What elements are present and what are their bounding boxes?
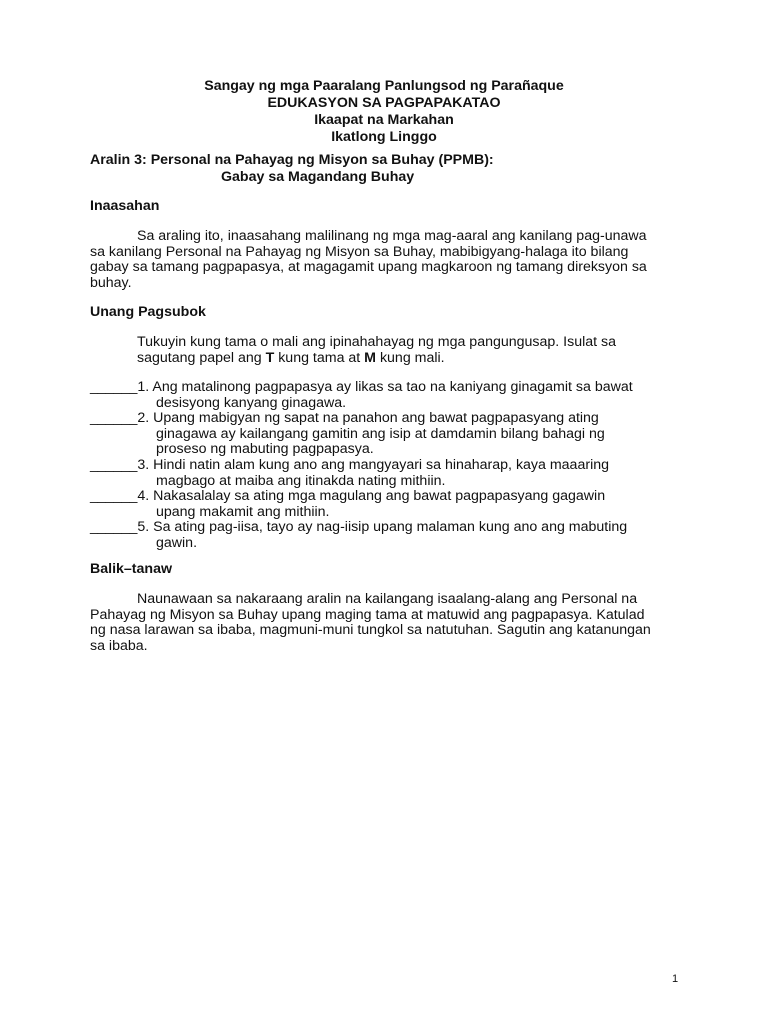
paragraph-line: gabay sa tamang pagpapasya, at magagamit upang magkaroon ng tamang direksyon sa (90, 259, 647, 276)
paragraph-line: buhay. (90, 274, 132, 291)
instruction-paragraph (90, 335, 678, 366)
item-number: 2. (137, 410, 150, 427)
question-item (90, 458, 678, 489)
item-continuation: proseso ng mabuting pagpapasya. (156, 441, 374, 458)
quarter-label: Ikaapat na Markahan (314, 112, 454, 128)
answer-blank[interactable]: ______ (90, 519, 138, 536)
instruction-text: kung tama at (274, 349, 365, 366)
week-label: Ikatlong Linggo (331, 129, 437, 145)
paragraph-line: ng nasa larawan sa ibaba, magmuni-muni tungkol sa natutuhan. Sagutin ang katanungan (90, 622, 651, 639)
question-item (90, 489, 678, 520)
question-list (90, 380, 678, 552)
answer-blank[interactable]: ______ (90, 488, 138, 505)
item-number: 3. (137, 456, 150, 473)
document-header (90, 78, 678, 146)
paragraph-line: sa kanilang Personal na Pahayag ng Misyon sa Buhay, mabibigyang-halaga ito bilang (90, 243, 629, 260)
division-name: Sangay ng mga Paaralang Panlungsod ng Parañaque (204, 78, 564, 94)
lesson-title: Aralin 3: Personal na Pahayag ng Misyon sa Buhay (PPMB): (90, 152, 494, 168)
question-item (90, 411, 678, 458)
instruction-line: Tukuyin kung tama o mali ang ipinahahayag ng mga pangungusap. Isulat sa (137, 334, 617, 350)
item-continuation: desisyong kanyang ginagawa. (156, 394, 347, 411)
item-text: Nakasalalay sa ating mga magulang ang bawat pagpapasyang gagawin (153, 488, 606, 505)
inaasahan-paragraph (90, 229, 678, 291)
subject-title: EDUKASYON SA PAGPAPAKATAO (267, 95, 501, 111)
lesson-subtitle: Gabay sa Magandang Buhay (221, 169, 415, 185)
item-continuation: upang makamit ang mithiin. (156, 503, 330, 520)
item-text: Ang matalinong pagpapasya ay likas sa tao na kaniyang ginagamit sa bawat (152, 379, 633, 395)
paragraph-line: sa ibaba. (90, 637, 148, 654)
instruction-line (90, 351, 678, 367)
lesson-title-block (90, 152, 494, 186)
item-continuation: gawin. (156, 534, 198, 551)
answer-blank[interactable]: ______ (90, 410, 138, 427)
question-item (90, 380, 678, 411)
item-text: Hindi natin alam kung ano ang mangyayari sa hinaharap, kaya maaaring (153, 456, 609, 473)
item-continuation: ginagawa ay kailangang gamitin ang isip at damdamin bilang bahagi ng (156, 425, 605, 442)
item-number: 4. (137, 488, 150, 505)
instruction-text: kung mali. (376, 349, 445, 366)
false-marker: M (364, 349, 376, 366)
section-heading-unang-pagsubok: Unang Pagsubok (90, 304, 206, 320)
item-text: Sa ating pag-iisa, tayo ay nag-iisip upang malaman kung ano ang mabuting (153, 519, 628, 536)
item-continuation: magbago at maiba ang itinakda nating mithiin. (156, 472, 446, 489)
answer-blank[interactable]: ______ (90, 456, 138, 473)
question-item (90, 520, 678, 551)
paragraph-line: Sa araling ito, inaasahang malilinang ng mga mag-aaral ang kanilang pag-unawa (137, 228, 647, 244)
balik-tanaw-paragraph (90, 592, 678, 654)
section-heading-inaasahan: Inaasahan (90, 198, 160, 214)
item-number: 1. (137, 379, 150, 395)
section-heading-balik-tanaw: Balik–tanaw (90, 561, 173, 577)
paragraph-line: Naunawaan sa nakaraang aralin na kailangang isaalang-alang ang Personal na (137, 591, 638, 607)
answer-blank[interactable]: ______ (90, 379, 138, 395)
item-number: 5. (137, 519, 150, 536)
instruction-text: sagutang papel ang (137, 349, 266, 366)
item-text: Upang mabigyan ng sapat na panahon ang bawat pagpapasyang ating (153, 410, 599, 427)
page-number: 1 (672, 973, 679, 985)
paragraph-line: Pahayag ng Misyon sa Buhay upang maging tama at matuwid ang pagpapasya. Katulad (90, 606, 645, 623)
true-marker: T (265, 349, 275, 366)
